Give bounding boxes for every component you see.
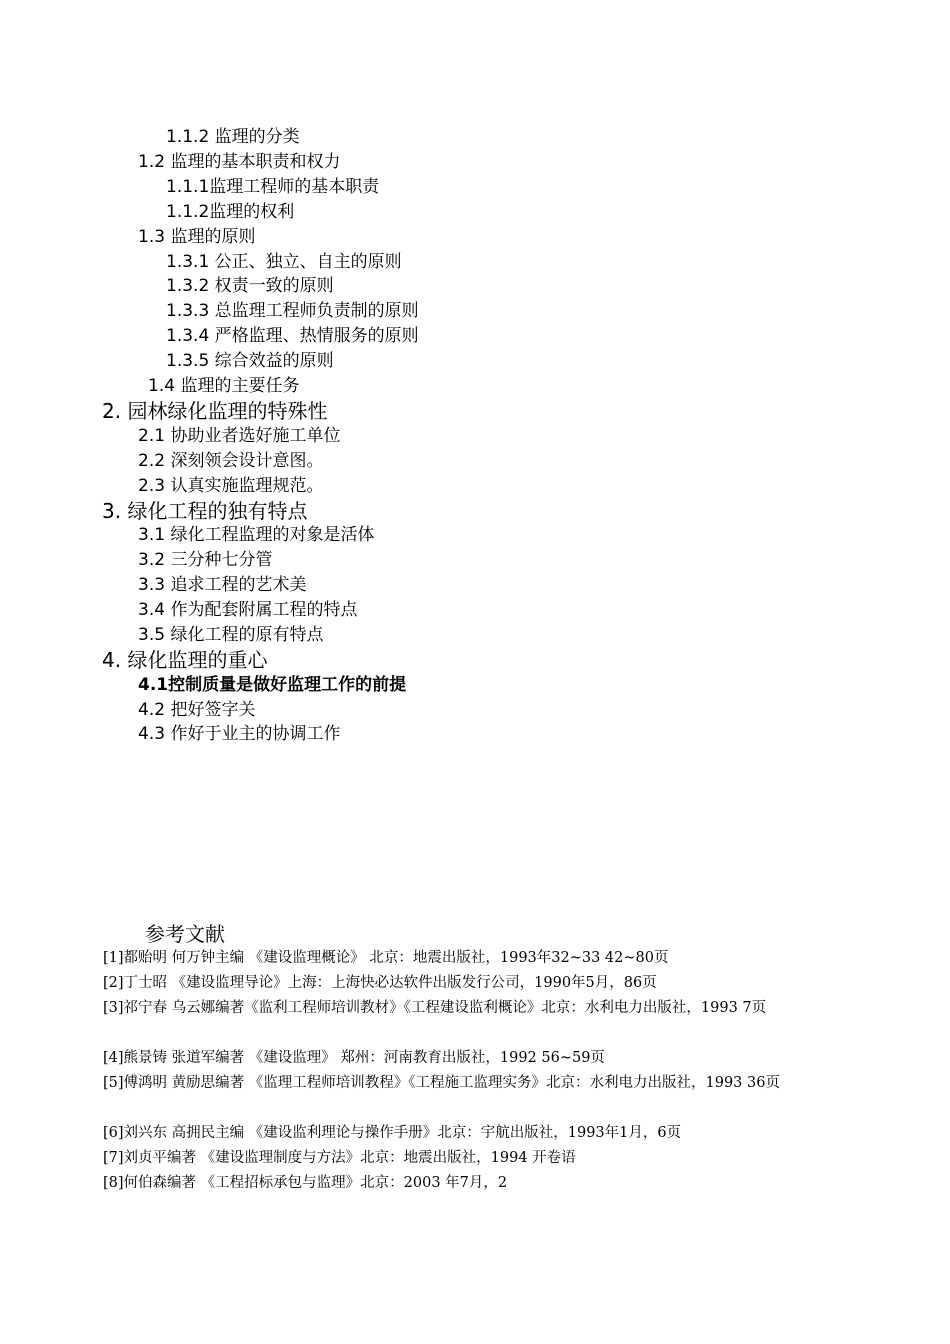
toc-item-1-3-5: 1.3.5 综合效益的原则 (166, 351, 334, 371)
toc-item-1-3-4: 1.3.4 严格监理、热情服务的原则 (166, 326, 419, 346)
toc-item-3-5: 3.5 绿化工程的原有特点 (138, 625, 324, 645)
toc-item-2-1: 2.1 协助业者选好施工单位 (138, 426, 341, 446)
toc-item-3-1: 3.1 绿化工程监理的对象是活体 (138, 525, 375, 545)
toc-item-1-1-2: 1.1.2 监理的分类 (166, 127, 300, 147)
toc-section-3: 3. 绿化工程的独有特点 (102, 499, 308, 523)
toc-item-1-3-3: 1.3.3 总监理工程师负责制的原则 (166, 301, 419, 321)
reference-item: [1]都贻明 何万钟主编 《建设监理概论》 北京：地震出版社，1993年32~33 42~80页 (103, 950, 669, 966)
toc-item-4-2: 4.2 把好签字关 (138, 700, 256, 720)
toc-item-2-2: 2.2 深刻领会设计意图。 (138, 451, 324, 471)
references-title: 参考文献 (145, 922, 225, 946)
toc-item-1-3-2: 1.3.2 权责一致的原则 (166, 276, 334, 296)
toc-item-2-3: 2.3 认真实施监理规范。 (138, 476, 324, 496)
reference-item: [4]熊景铸 张道军编著 《建设监理》 郑州：河南教育出版社，1992 56~59页 (103, 1050, 605, 1066)
toc-item-1-3: 1.3 监理的原则 (138, 227, 256, 247)
toc-item-3-4: 3.4 作为配套附属工程的特点 (138, 600, 358, 620)
toc-item-4-3: 4.3 作好于业主的协调工作 (138, 724, 341, 744)
reference-item: [6]刘兴东 高拥民主编 《建设监利理论与操作手册》北京：宇航出版社，1993年1月，6页 (103, 1125, 682, 1141)
toc-item-3-2: 3.2 三分种七分管 (138, 550, 273, 570)
toc-item-3-3: 3.3 追求工程的艺术美 (138, 575, 307, 595)
toc-item-1-3-1: 1.3.1 公正、独立、自主的原则 (166, 252, 402, 272)
toc-item-1-1-1: 1.1.1监理工程师的基本职责 (166, 177, 380, 197)
reference-item: [2]丁士昭 《建设监理导论》上海：上海快必达软件出版发行公司，1990年5月，86页 (103, 975, 657, 991)
toc-item-4-1: 4.1控制质量是做好监理工作的前提 (138, 675, 407, 695)
reference-item: [5]傅鸿明 黄励思编著 《监理工程师培训教程》《工程施工监理实务》北京：水利电力出版社，1993 36页 (103, 1075, 780, 1091)
toc-section-2: 2. 园林绿化监理的特殊性 (102, 399, 328, 423)
reference-item: [3]祁宁春 乌云娜编著《监利工程师培训教材》《工程建设监利概论》北京：水利电力出版社，1993 7页 (103, 1000, 767, 1016)
reference-item: [8]何伯森编著 《工程招标承包与监理》北京：2003 年7月，2 (103, 1175, 508, 1191)
toc-item-1-4: 1.4 监理的主要任务 (148, 376, 300, 396)
toc-section-4: 4. 绿化监理的重心 (102, 648, 268, 672)
toc-item-1-2: 1.2 监理的基本职责和权力 (138, 152, 341, 172)
toc-item-1-1-2b: 1.1.2监理的权利 (166, 202, 295, 222)
reference-item: [7]刘贞平编著 《建设监理制度与方法》北京：地震出版社，1994 开卷语 (103, 1150, 576, 1166)
